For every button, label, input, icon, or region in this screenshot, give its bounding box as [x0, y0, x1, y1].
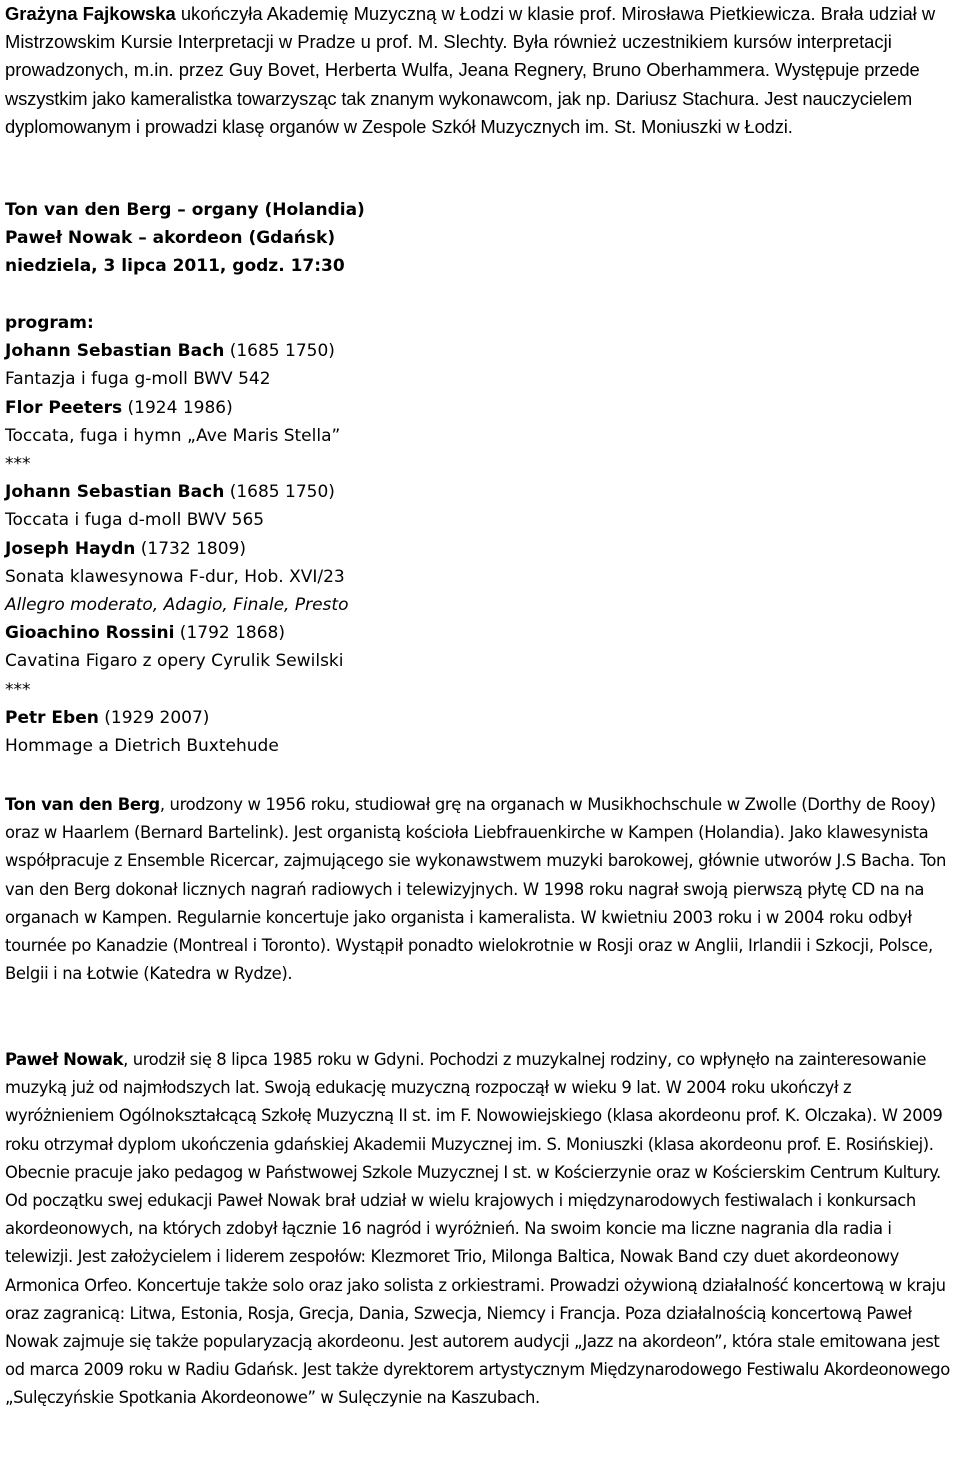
program-composer	[5, 619, 955, 647]
intro-paragraph	[5, 0, 955, 141]
intro-name: Grażyna Fajkowska	[5, 3, 176, 24]
bio-ton-van-den-berg	[5, 791, 957, 988]
movements-text: Allegro moderato, Adagio, Finale, Presto	[5, 595, 349, 616]
composer-years: (1792 1868)	[174, 623, 286, 644]
composer-name: Joseph Haydn	[5, 538, 136, 559]
program-work: Sonata klawesynowa F-dur, Hob. XVI/23	[5, 566, 345, 587]
composer-years: (1924 1986)	[122, 397, 233, 418]
composer-name: Johann Sebastian Bach	[5, 341, 225, 362]
program-movements	[5, 591, 955, 619]
concert-date: niedziela, 3 lipca 2011, godz. 17:30	[5, 256, 345, 277]
program-list	[5, 309, 955, 760]
program-work: Hommage a Dietrich Buxtehude	[5, 736, 279, 757]
concert-header	[5, 196, 955, 281]
bio-text: , urodzony w 1956 roku, studiował grę na organach w Musikhochschule w Zwolle (Dorthy de Rooy) oraz w Haarlem (Bernard Bartelink). Jest organistą kościoła Liebfrauenkirche w Kampen (Holandia). Jako klawesynista współpracuje z Ensemble Ricercar, zajmującego sie wykonawstwem muzyki barokowej, głównie utworów J.S Bacha. Ton van den Berg dokonał licznych nagrań radiowych i telewizyjnych. W 1998 roku nagrał swoją pierwszą płytę CD na na organach w Kampen. Regularnie koncertuje jako organista i kameralista. W kwietniu 2003 roku i w 2004 roku odbył tournée po Kanadzie (Montreal i Toronto). Wystąpił ponadto wielokrotnie w Rosji oraz w Anglii, Irlandii i Szkocji, Polsce, Belgii i na Łotwie (Katedra w Rydze).	[5, 795, 947, 984]
program-separator: ***	[5, 454, 31, 475]
program-composer	[5, 394, 955, 422]
program-heading: program:	[5, 313, 94, 333]
program-composer	[5, 535, 955, 563]
program-composer	[5, 478, 955, 506]
performer-accordion: Paweł Nowak – akordeon (Gdańsk)	[5, 228, 336, 249]
bio-text: , urodził się 8 lipca 1985 roku w Gdyni. Pochodzi z muzykalnej rodziny, co wpłynęło na zainteresowanie muzyką już od najmłodszych lat. Swoją edukację muzyczną rozpoczął w wieku 9 lat. W 2004 roku ukończył z wyróżnieniem Ogólnokształcącą Szkołę Muzyczną II st. im F. Nowowiejskiego (klasa akordeonu prof. K. Olczaka). W 2009 roku otrzymał dyplom ukończenia gdańskiej Akademii Muzycznej im. S. Moniuszki (klasa akordeonu prof. E. Rosińskiej). Obecnie pracuje jako pedagog w Państwowej Szkole Muzycznej I st. w Kościerzynie oraz w Kościerskim Centrum Kultury. Od początku swej edukacji Paweł Nowak brał udział w wielu krajowych i międzynarodowych festiwalach i konkursach akordeonowych, na których zdobył łącznie 16 nagród i wyróżnień. Na swoim koncie ma liczne nagrania dla radia i telewizji. Jest założycielem i liderem zespołów: Klezmoret Trio, Milonga Baltica, Nowak Band czy duet akordeonowy Armonica Orfeo. Koncertuje także solo oraz jako solista z orkiestrami. Prowadzi ożywioną działalność koncertową w kraju oraz zagranicą: Litwa, Estonia, Rosja, Grecja, Dania, Szwecja, Niemcy i Francja. Poza działalnością koncertową Paweł Nowak zajmuje się także popularyzacją akordeonu. Jest autorem audycji „Jazz na akordeon”, która stale emitowana jest od marca 2009 roku w Radiu Gdańsk. Jest także dyrektorem artystycznym Międzynarodowego Festiwalu Akordeonowego „Sulęczyńskie Spotkania Akordeonowe” w Sulęczynie na Kaszubach.	[5, 1050, 950, 1408]
program-work: Toccata i fuga d-moll BWV 565	[5, 510, 265, 531]
composer-years: (1685 1750)	[224, 341, 335, 362]
composer-years: (1929 2007)	[98, 707, 210, 728]
program-work: Toccata, fuga i hymn „Ave Maris Stella”	[5, 425, 341, 446]
program-separator: ***	[5, 679, 31, 700]
bio-name: Ton van den Berg	[5, 795, 160, 814]
program-work: Cavatina Figaro z opery Cyrulik Sewilski	[5, 651, 344, 672]
bio-name: Paweł Nowak	[5, 1050, 124, 1069]
intro-text-2: Występuje przede wszystkim jako kameralistka towarzysząc tak znanym wykonawcom, jak np. Dariusz Stachura. Jest nauczycielem dyplomowanym i prowadzi klasę organów w Zespole Szkół Muzycznych im. St. Moniuszki w Łodzi.	[5, 59, 920, 137]
program-composer	[5, 337, 955, 365]
bio-pawel-nowak	[5, 1046, 957, 1413]
performer-organ: Ton van den Berg – organy (Holandia)	[5, 200, 365, 220]
program-work: Fantazja i fuga g-moll BWV 542	[5, 369, 271, 390]
composer-years: (1732 1809)	[135, 538, 246, 559]
composer-name: Petr Eben	[5, 707, 99, 728]
program-composer	[5, 704, 955, 732]
composer-years: (1685 1750)	[224, 482, 335, 503]
composer-name: Flor Peeters	[5, 397, 123, 418]
intro-text: ukończyła Akademię Muzyczną w Łodzi w klasie prof. Mirosława Pietkiewicza. Brała udział w Mistrzowskim Kursie Interpretacji w Pradze u prof. M. Slechty. Była również uczestnikiem kursów interpretacji prowadzonych, m.in. przez Guy Bovet, Herberta Wulfa, Jeana Regnery, Bruno Oberhammera.	[5, 3, 936, 81]
composer-name: Johann Sebastian Bach	[5, 482, 225, 503]
composer-name: Gioachino Rossini	[5, 623, 175, 644]
